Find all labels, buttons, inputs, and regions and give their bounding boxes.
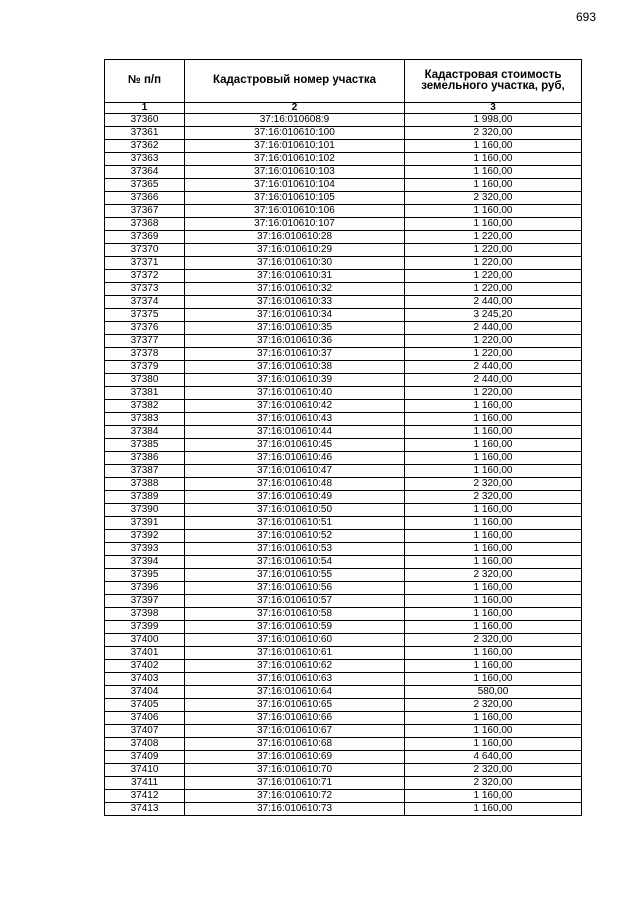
table-row <box>105 127 582 140</box>
table-row <box>105 764 582 777</box>
cadastral-value-cell: 1 160,00 <box>405 712 582 725</box>
cadastral-value-cell: 1 160,00 <box>405 426 582 439</box>
table-row <box>105 439 582 452</box>
cadastral-number-cell: 37:16:010610:101 <box>185 140 405 153</box>
cadastral-number-cell: 37:16:010610:43 <box>185 413 405 426</box>
table-row <box>105 699 582 712</box>
cadastral-value-cell: 1 160,00 <box>405 504 582 517</box>
cadastral-value-cell: 1 160,00 <box>405 556 582 569</box>
table-row <box>105 387 582 400</box>
table-row <box>105 790 582 803</box>
table-row <box>105 673 582 686</box>
page-number: 693 <box>575 10 596 24</box>
cadastral-value-cell: 2 440,00 <box>405 296 582 309</box>
row-number-cell: 37388 <box>105 478 185 491</box>
cadastral-number-cell: 37:16:010610:100 <box>185 127 405 140</box>
row-number-cell: 37390 <box>105 504 185 517</box>
cadastral-value-cell: 2 320,00 <box>405 127 582 140</box>
table-row <box>105 309 582 322</box>
column-number-3: 3 <box>405 103 582 114</box>
table-header <box>105 60 582 114</box>
cadastral-number-cell: 37:16:010610:71 <box>185 777 405 790</box>
table-row <box>105 634 582 647</box>
table-row <box>105 452 582 465</box>
row-number-cell: 37412 <box>105 790 185 803</box>
cadastral-number-cell: 37:16:010610:103 <box>185 166 405 179</box>
cadastral-number-cell: 37:16:010610:67 <box>185 725 405 738</box>
table-row <box>105 517 582 530</box>
cadastral-number-cell: 37:16:010610:31 <box>185 270 405 283</box>
table-row <box>105 751 582 764</box>
row-number-cell: 37389 <box>105 491 185 504</box>
cadastral-value-cell: 1 160,00 <box>405 400 582 413</box>
table-row <box>105 374 582 387</box>
row-number-cell: 37387 <box>105 465 185 478</box>
table-row <box>105 491 582 504</box>
cadastral-number-cell: 37:16:010610:66 <box>185 712 405 725</box>
cadastral-value-cell: 1 220,00 <box>405 244 582 257</box>
table-row <box>105 179 582 192</box>
cadastral-number-cell: 37:16:010610:58 <box>185 608 405 621</box>
cadastral-number-cell: 37:16:010610:57 <box>185 595 405 608</box>
cadastral-number-cell: 37:16:010610:45 <box>185 439 405 452</box>
cadastral-number-cell: 37:16:010610:55 <box>185 569 405 582</box>
row-number-cell: 37373 <box>105 283 185 296</box>
row-number-cell: 37366 <box>105 192 185 205</box>
cadastral-value-cell: 2 440,00 <box>405 322 582 335</box>
cadastral-number-cell: 37:16:010610:28 <box>185 231 405 244</box>
cadastral-number-cell: 37:16:010610:39 <box>185 374 405 387</box>
table-row <box>105 218 582 231</box>
row-number-cell: 37364 <box>105 166 185 179</box>
table-row <box>105 582 582 595</box>
table-row <box>105 556 582 569</box>
row-number-cell: 37404 <box>105 686 185 699</box>
cadastral-number-cell: 37:16:010610:33 <box>185 296 405 309</box>
table-row <box>105 322 582 335</box>
cadastral-value-cell: 1 160,00 <box>405 647 582 660</box>
cadastral-number-cell: 37:16:010610:69 <box>185 751 405 764</box>
column-number-2: 2 <box>185 103 405 114</box>
cadastral-number-cell: 37:16:010610:34 <box>185 309 405 322</box>
cadastral-value-cell: 1 220,00 <box>405 231 582 244</box>
table-row <box>105 530 582 543</box>
row-number-cell: 37361 <box>105 127 185 140</box>
row-number-cell: 37402 <box>105 660 185 673</box>
cadastral-number-cell: 37:16:010610:65 <box>185 699 405 712</box>
row-number-cell: 37408 <box>105 738 185 751</box>
table-row <box>105 140 582 153</box>
cadastral-value-cell: 1 160,00 <box>405 595 582 608</box>
cadastral-number-cell: 37:16:010608:9 <box>185 114 405 127</box>
row-number-cell: 37368 <box>105 218 185 231</box>
cadastral-number-cell: 37:16:010610:61 <box>185 647 405 660</box>
cadastral-value-cell: 2 320,00 <box>405 699 582 712</box>
table-row <box>105 244 582 257</box>
row-number-cell: 37385 <box>105 439 185 452</box>
cadastral-number-cell: 37:16:010610:64 <box>185 686 405 699</box>
cadastral-value-cell: 2 320,00 <box>405 634 582 647</box>
cadastral-number-cell: 37:16:010610:48 <box>185 478 405 491</box>
header-row-number: № п/п <box>105 60 185 103</box>
cadastral-value-cell: 1 160,00 <box>405 621 582 634</box>
cadastral-value-cell: 1 160,00 <box>405 517 582 530</box>
table-row <box>105 153 582 166</box>
cadastral-value-cell: 1 160,00 <box>405 153 582 166</box>
cadastral-number-cell: 37:16:010610:72 <box>185 790 405 803</box>
cadastral-value-cell: 2 320,00 <box>405 777 582 790</box>
table-row <box>105 426 582 439</box>
cadastral-value-cell: 1 160,00 <box>405 738 582 751</box>
cadastral-number-cell: 37:16:010610:53 <box>185 543 405 556</box>
table-row <box>105 257 582 270</box>
row-number-cell: 37374 <box>105 296 185 309</box>
row-number-cell: 37367 <box>105 205 185 218</box>
row-number-cell: 37411 <box>105 777 185 790</box>
row-number-cell: 37372 <box>105 270 185 283</box>
row-number-cell: 37409 <box>105 751 185 764</box>
row-number-cell: 37362 <box>105 140 185 153</box>
cadastral-number-cell: 37:16:010610:37 <box>185 348 405 361</box>
row-number-cell: 37406 <box>105 712 185 725</box>
cadastral-number-cell: 37:16:010610:62 <box>185 660 405 673</box>
row-number-cell: 37381 <box>105 387 185 400</box>
cadastral-value-cell: 2 440,00 <box>405 374 582 387</box>
table-row <box>105 686 582 699</box>
table-row <box>105 608 582 621</box>
row-number-cell: 37400 <box>105 634 185 647</box>
cadastral-number-cell: 37:16:010610:73 <box>185 803 405 816</box>
cadastral-value-cell: 1 160,00 <box>405 140 582 153</box>
table-row <box>105 569 582 582</box>
row-number-cell: 37365 <box>105 179 185 192</box>
table-row <box>105 192 582 205</box>
row-number-cell: 37392 <box>105 530 185 543</box>
row-number-cell: 37397 <box>105 595 185 608</box>
cadastral-number-cell: 37:16:010610:104 <box>185 179 405 192</box>
cadastral-value-cell: 1 220,00 <box>405 283 582 296</box>
cadastral-number-cell: 37:16:010610:30 <box>185 257 405 270</box>
row-number-cell: 37384 <box>105 426 185 439</box>
table-row <box>105 270 582 283</box>
cadastral-value-cell: 1 160,00 <box>405 452 582 465</box>
cadastral-number-cell: 37:16:010610:68 <box>185 738 405 751</box>
cadastral-value-cell: 1 160,00 <box>405 790 582 803</box>
cadastral-number-cell: 37:16:010610:107 <box>185 218 405 231</box>
cadastral-number-cell: 37:16:010610:38 <box>185 361 405 374</box>
row-number-cell: 37369 <box>105 231 185 244</box>
cadastral-value-cell: 1 160,00 <box>405 439 582 452</box>
cadastral-number-cell: 37:16:010610:56 <box>185 582 405 595</box>
cadastral-number-cell: 37:16:010610:102 <box>185 153 405 166</box>
cadastral-value-cell: 1 220,00 <box>405 270 582 283</box>
cadastral-number-cell: 37:16:010610:42 <box>185 400 405 413</box>
cadastral-value-cell: 1 160,00 <box>405 465 582 478</box>
cadastral-number-cell: 37:16:010610:50 <box>185 504 405 517</box>
cadastral-number-cell: 37:16:010610:51 <box>185 517 405 530</box>
cadastral-number-cell: 37:16:010610:59 <box>185 621 405 634</box>
table-row <box>105 777 582 790</box>
table-row <box>105 400 582 413</box>
table-row <box>105 504 582 517</box>
cadastral-number-cell: 37:16:010610:35 <box>185 322 405 335</box>
cadastral-number-cell: 37:16:010610:46 <box>185 452 405 465</box>
row-number-cell: 37371 <box>105 257 185 270</box>
cadastral-number-cell: 37:16:010610:29 <box>185 244 405 257</box>
row-number-cell: 37363 <box>105 153 185 166</box>
table-row <box>105 621 582 634</box>
table-row <box>105 296 582 309</box>
cadastral-number-cell: 37:16:010610:63 <box>185 673 405 686</box>
row-number-cell: 37394 <box>105 556 185 569</box>
cadastral-value-cell: 2 320,00 <box>405 491 582 504</box>
cadastral-value-cell: 1 160,00 <box>405 413 582 426</box>
table-row <box>105 283 582 296</box>
cadastral-number-cell: 37:16:010610:40 <box>185 387 405 400</box>
cadastral-value-cell: 1 160,00 <box>405 530 582 543</box>
cadastral-value-cell: 1 160,00 <box>405 166 582 179</box>
cadastral-number-cell: 37:16:010610:106 <box>185 205 405 218</box>
row-number-cell: 37413 <box>105 803 185 816</box>
cadastral-value-cell: 1 160,00 <box>405 673 582 686</box>
column-number-1: 1 <box>105 103 185 114</box>
table-row <box>105 413 582 426</box>
table-row <box>105 595 582 608</box>
cadastral-value-cell: 2 440,00 <box>405 361 582 374</box>
table-row <box>105 166 582 179</box>
cadastral-number-cell: 37:16:010610:36 <box>185 335 405 348</box>
table-row <box>105 647 582 660</box>
cadastral-value-cell: 1 160,00 <box>405 803 582 816</box>
table-row <box>105 478 582 491</box>
row-number-cell: 37410 <box>105 764 185 777</box>
table-row <box>105 335 582 348</box>
row-number-cell: 37396 <box>105 582 185 595</box>
cadastral-value-cell: 1 220,00 <box>405 257 582 270</box>
row-number-cell: 37376 <box>105 322 185 335</box>
row-number-cell: 37393 <box>105 543 185 556</box>
cadastral-value-cell: 1 160,00 <box>405 218 582 231</box>
row-number-cell: 37370 <box>105 244 185 257</box>
row-number-cell: 37401 <box>105 647 185 660</box>
cadastral-value-cell: 1 160,00 <box>405 660 582 673</box>
table-row <box>105 205 582 218</box>
cadastral-value-cell: 1 220,00 <box>405 387 582 400</box>
table-row <box>105 543 582 556</box>
row-number-cell: 37377 <box>105 335 185 348</box>
row-number-cell: 37383 <box>105 413 185 426</box>
table-row <box>105 348 582 361</box>
row-number-cell: 37403 <box>105 673 185 686</box>
row-number-cell: 37399 <box>105 621 185 634</box>
table-row <box>105 231 582 244</box>
cadastral-value-cell: 1 160,00 <box>405 205 582 218</box>
cadastral-value-table <box>104 59 582 816</box>
cadastral-value-cell: 2 320,00 <box>405 764 582 777</box>
cadastral-number-cell: 37:16:010610:54 <box>185 556 405 569</box>
table-row <box>105 660 582 673</box>
cadastral-number-cell: 37:16:010610:49 <box>185 491 405 504</box>
row-number-cell: 37407 <box>105 725 185 738</box>
cadastral-number-cell: 37:16:010610:32 <box>185 283 405 296</box>
cadastral-value-cell: 3 245,20 <box>405 309 582 322</box>
row-number-cell: 37378 <box>105 348 185 361</box>
row-number-cell: 37380 <box>105 374 185 387</box>
table-row <box>105 712 582 725</box>
header-cadastral-number: Кадастровый номер участка <box>185 60 405 103</box>
table-row <box>105 465 582 478</box>
cadastral-value-cell: 1 220,00 <box>405 348 582 361</box>
cadastral-value-cell: 580,00 <box>405 686 582 699</box>
cadastral-value-cell: 2 320,00 <box>405 192 582 205</box>
cadastral-value-cell: 1 160,00 <box>405 582 582 595</box>
table-body <box>105 114 582 816</box>
table-row <box>105 725 582 738</box>
header-cadastral-value: Кадастровая стоимость земельного участка, руб, <box>405 60 582 103</box>
row-number-cell: 37379 <box>105 361 185 374</box>
cadastral-number-cell: 37:16:010610:105 <box>185 192 405 205</box>
cadastral-number-cell: 37:16:010610:44 <box>185 426 405 439</box>
row-number-cell: 37382 <box>105 400 185 413</box>
row-number-cell: 37360 <box>105 114 185 127</box>
cadastral-number-cell: 37:16:010610:47 <box>185 465 405 478</box>
row-number-cell: 37386 <box>105 452 185 465</box>
table-row <box>105 114 582 127</box>
cadastral-number-cell: 37:16:010610:52 <box>185 530 405 543</box>
cadastral-value-cell: 2 320,00 <box>405 569 582 582</box>
cadastral-value-cell: 2 320,00 <box>405 478 582 491</box>
table-row <box>105 803 582 816</box>
table-row <box>105 738 582 751</box>
row-number-cell: 37405 <box>105 699 185 712</box>
cadastral-value-cell: 1 160,00 <box>405 179 582 192</box>
row-number-cell: 37391 <box>105 517 185 530</box>
cadastral-value-cell: 1 998,00 <box>405 114 582 127</box>
row-number-cell: 37395 <box>105 569 185 582</box>
table-row <box>105 361 582 374</box>
cadastral-number-cell: 37:16:010610:70 <box>185 764 405 777</box>
cadastral-value-cell: 1 160,00 <box>405 725 582 738</box>
cadastral-number-cell: 37:16:010610:60 <box>185 634 405 647</box>
cadastral-value-cell: 1 160,00 <box>405 608 582 621</box>
cadastral-value-cell: 1 160,00 <box>405 543 582 556</box>
cadastral-value-cell: 4 640,00 <box>405 751 582 764</box>
row-number-cell: 37375 <box>105 309 185 322</box>
row-number-cell: 37398 <box>105 608 185 621</box>
cadastral-value-cell: 1 220,00 <box>405 335 582 348</box>
